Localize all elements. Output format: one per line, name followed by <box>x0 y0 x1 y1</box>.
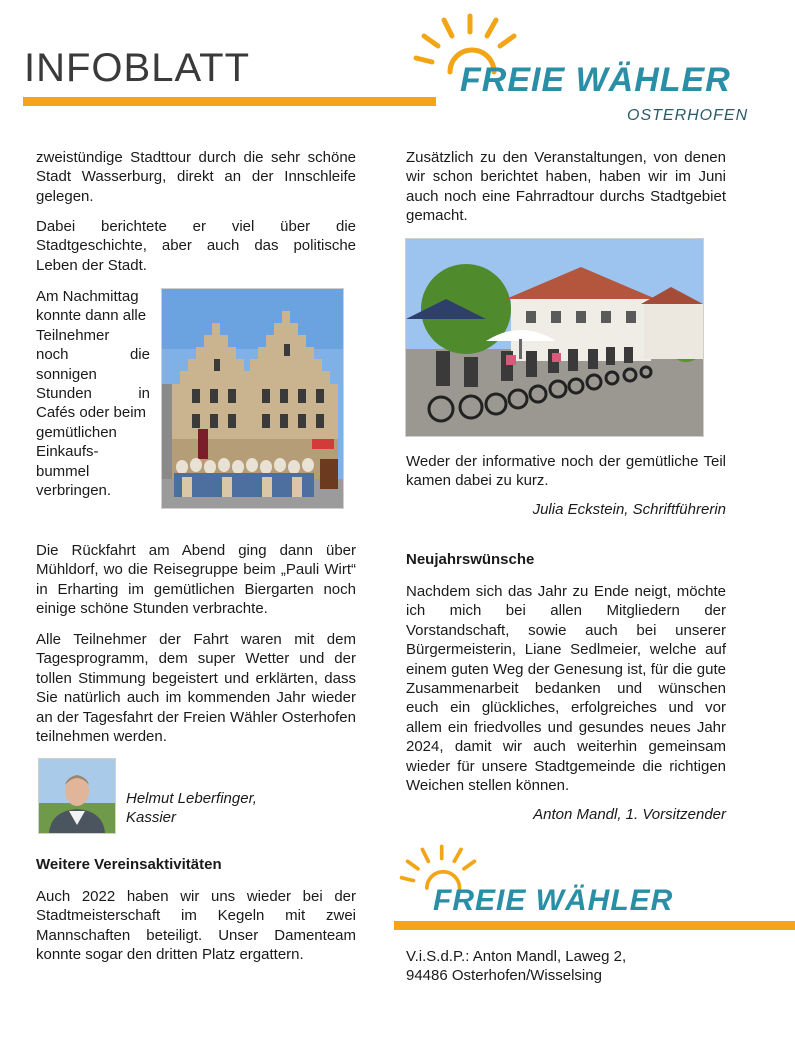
right-paragraph-1: Zusätzlich zu den Veranstaltungen, von denen wir schon berichtet haben, haben wir im Juni auch noch eine Fahrradtour durchs Stadtgebiet gemacht. <box>406 149 726 225</box>
header-rule <box>23 97 436 106</box>
author-role: Kassier <box>126 809 177 827</box>
portrait-helmut-leberfinger <box>38 758 116 834</box>
bicycle-tour-photo <box>405 238 704 437</box>
group-photo-wasserburg <box>161 288 344 509</box>
signature-julia-eckstein: Julia Eckstein, Schriftführerin <box>532 501 726 518</box>
left-paragraph-6: Auch 2022 haben wir uns wieder bei der Stadtmeisterschaft im Kegeln mit zwei Mannschaften beteiligt. Unser Damenteam konnte sogar den dritten Platz ergattern. <box>36 888 356 964</box>
right-paragraph-2: Weder der informative noch der gemütliche Teil kamen dabei zu kurz. <box>406 453 726 490</box>
page-title: INFOBLATT <box>24 46 251 90</box>
brand-location: OSTERHOFEN <box>627 107 749 124</box>
right-paragraph-3: Nachdem sich das Jahr zu Ende neigt, möchte ich mich bei allen Mitgliedern der Vorstandschaft, sowie auch bei unserer Bürgermeisterin, Liane Sedlmeier, welche auf einem guten Weg der Genesung ist, für die gute Zusammenarbeit bedanken und wünschen euch ein glückliches, erfolgreiches und vor allem ein friedvolles und gesundes neues Jahr 2024, damit wir auch weiterhin gemeinsam wieder für unsere Stadtgemeinde die richtigen Weichen stellen können. <box>406 583 726 795</box>
brand-logo-text: FREIE WÄHLER <box>460 61 731 99</box>
imprint <box>406 947 626 986</box>
signature-anton-mandl: Anton Mandl, 1. Vorsitzender <box>533 806 726 823</box>
left-paragraph-5: Alle Teilnehmer der Fahrt waren mit dem Tagesprogramm, dem super Wetter und der tollen Stimmung begeistert und erklärten, dass Sie natürlich auch im kommenden Jahr wieder an der Tagesfahrt der Freien Wähler Osterhofen teilnehmen werden. <box>36 631 356 746</box>
footer-brand-text: FREIE WÄHLER <box>433 884 674 917</box>
left-paragraph-2: Dabei berichtete er viel über die Stadtgeschichte, aber auch das politische Leben der Stadt. <box>36 218 356 274</box>
left-paragraph-4: Die Rückfahrt am Abend ging dann über Mühldorf, wo die Reisegruppe beim „Pauli Wirt“ in Erharting im gemütlichen Biergarten noch einige schöne Stunden verbrachte. <box>36 542 356 618</box>
footer-rule <box>394 921 795 930</box>
author-name: Helmut Leberfinger, <box>126 790 257 807</box>
section-heading-activities: Weitere Vereinsaktivitäten <box>36 856 222 873</box>
section-heading-new-year: Neujahrswünsche <box>406 551 535 568</box>
imprint-line-2: 94486 Osterhofen/Wisselsing <box>406 967 602 985</box>
imprint-line-1: V.i.S.d.P.: Anton Mandl, Laweg 2, <box>406 948 627 965</box>
author-signature <box>126 789 257 828</box>
left-paragraph-1: zweistündige Stadttour durch die sehr schöne Stadt Wasserburg, direkt an der Innschleife gelegen. <box>36 149 356 205</box>
left-paragraph-3: Am Nachmittag konnte dann alle Teilnehmer noch die sonnigen Stunden in Cafés oder beim gemütlichen Einkaufs- bummel verbringen. <box>36 288 150 500</box>
